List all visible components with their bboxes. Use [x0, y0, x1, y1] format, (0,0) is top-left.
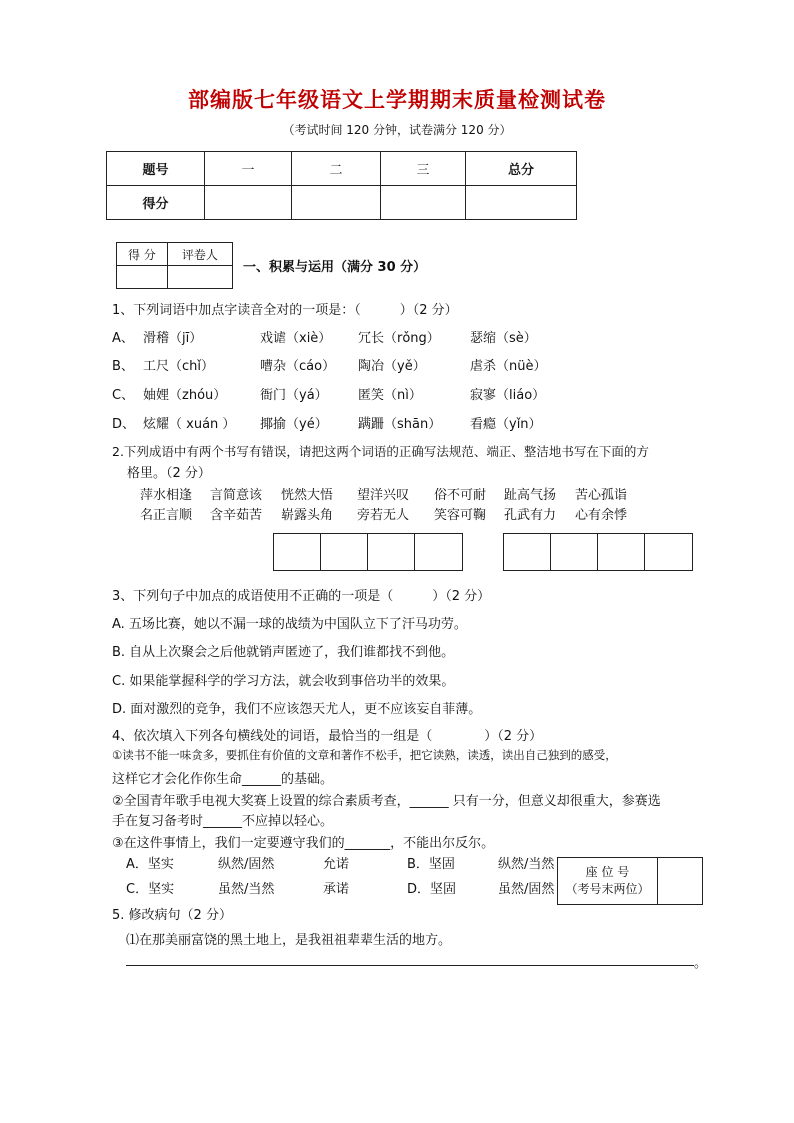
q5-stem: 5. 修改病句（2 分）: [112, 908, 232, 923]
option-label: D、: [112, 417, 136, 432]
score-row-label: 得分: [107, 186, 205, 220]
q4-option-a-word: 允诺: [323, 857, 350, 872]
option-word: 寂寥（liáo）: [470, 388, 546, 403]
idiom: 萍水相逢: [140, 488, 193, 503]
q2-stem: 2.下列成语中有两个书写有错误，请把这两个词语的正确写法规范、端正、整洁地书写在下面的方: [112, 444, 649, 459]
q4-option-c-word: 虽然/当然: [218, 882, 275, 897]
q4-sentence-1-cont: 这样它才会化作你生命______的基础。: [112, 772, 334, 787]
seat-label-title: 座 位 号: [585, 865, 630, 879]
grader-score-cell[interactable]: [117, 266, 168, 289]
option-word: 衙门（yá）: [260, 388, 328, 403]
idiom: 旁若无人: [357, 508, 410, 523]
score-header-cell: 一: [205, 152, 292, 186]
q3-option-a: A. 五场比赛，她以不漏一球的战绩为中国队立下了汗马功劳。: [112, 617, 467, 632]
option-word: 嘈杂（cáo）: [260, 359, 336, 374]
answer-cell[interactable]: [415, 534, 462, 570]
option-word: 陶冶（yě）: [358, 359, 426, 374]
q3-option-b: B. 自从上次聚会之后他就销声匿迹了，我们谁都找不到他。: [112, 645, 455, 660]
option-word: 炫耀（ xuán ）: [143, 417, 236, 432]
q2-stem-cont: 格里。（2 分）: [127, 466, 211, 481]
idiom: 苦心孤诣: [575, 488, 628, 503]
option-word: 工尺（chǐ）: [143, 359, 214, 374]
option-word: 瑟缩（sè）: [470, 331, 537, 346]
idiom: 心有余悸: [575, 508, 628, 523]
grader-name-label: 评卷人: [167, 243, 232, 266]
q3-option-c: C. 如果能掌握科学的学习方法，就会收到事倍功半的效果。: [112, 674, 455, 689]
idiom: 名正言顺: [140, 508, 193, 523]
answer-cell[interactable]: [368, 534, 415, 570]
q4-option-c: C．坚实: [126, 882, 175, 897]
q5-sentence-1: ⑴在那美丽富饶的黑土地上，是我祖祖辈辈生活的地方。: [126, 933, 452, 948]
answer-line[interactable]: [126, 965, 694, 966]
q4-sentence-3: ③在这件事情上，我们一定要遵守我们的_______，不能出尔反尔。: [112, 836, 495, 851]
seat-label-hint: （考号末两位）: [565, 882, 650, 896]
answer-cell[interactable]: [645, 534, 692, 570]
answer-cell[interactable]: [598, 534, 645, 570]
idiom: 崭露头角: [281, 508, 334, 523]
answer-cell[interactable]: [274, 534, 321, 570]
q1-stem: 1、下列词语中加点字读音全对的一项是：（ ）（2 分）: [112, 303, 458, 318]
section-heading: 一、积累与运用（满分 30 分）: [243, 260, 427, 275]
answer-line-end: 。: [694, 956, 708, 971]
q4-option-a-word: 纵然/固然: [218, 857, 275, 872]
q4-option-d-word: 虽然/固然: [498, 882, 555, 897]
option-word: 看瘾（yǐn）: [470, 417, 542, 432]
idiom: 笑容可鞠: [434, 508, 487, 523]
idiom: 孔武有力: [504, 508, 557, 523]
idiom: 言简意该: [210, 488, 263, 503]
grader-box: [116, 242, 233, 289]
score-header-cell: 总分: [466, 152, 577, 186]
q4-option-b-word: 纵然/当然: [498, 857, 555, 872]
score-table: [106, 151, 577, 220]
q4-sentence-2: ②全国青年歌手电视大奖赛上设置的综合素质考查，______ 只有一分，但意义却很重大，参赛选: [112, 794, 661, 809]
score-header-cell: 二: [292, 152, 381, 186]
q4-option-b: B．坚固: [407, 857, 455, 872]
q4-option-d: D．坚固: [407, 882, 457, 897]
option-word: 虐杀（nüè）: [470, 359, 547, 374]
answer-grid-2: [503, 533, 693, 571]
score-cell[interactable]: [466, 186, 577, 220]
grader-name-cell[interactable]: [167, 266, 232, 289]
option-word: 揶揄（yé）: [260, 417, 328, 432]
option-label: A、: [112, 331, 134, 346]
score-cell[interactable]: [205, 186, 292, 220]
score-cell[interactable]: [292, 186, 381, 220]
idiom: 含辛茹苦: [210, 508, 263, 523]
q3-stem: 3、下列句子中加点的成语使用不正确的一项是（ ）（2 分）: [112, 589, 491, 604]
option-word: 妯娌（zhóu）: [143, 388, 227, 403]
option-label: C、: [112, 388, 135, 403]
seat-number-cell[interactable]: [658, 858, 703, 905]
seat-number-box: [557, 857, 703, 905]
option-word: 滑稽（jī）: [143, 331, 203, 346]
option-word: 戏谑（xiè）: [260, 331, 332, 346]
q4-option-c-word: 承诺: [323, 882, 350, 897]
idiom: 俗不可耐: [434, 488, 487, 503]
idiom: 望洋兴叹: [357, 488, 410, 503]
idiom: 趾高气扬: [504, 488, 557, 503]
score-cell[interactable]: [381, 186, 466, 220]
answer-cell[interactable]: [321, 534, 368, 570]
option-word: 匿笑（nì）: [358, 388, 422, 403]
page-title: 部编版七年级语文上学期期末质量检测试卷: [188, 87, 606, 112]
q4-option-a: A．坚实: [126, 857, 174, 872]
score-header-cell: 三: [381, 152, 466, 186]
grader-score-label: 得 分: [117, 243, 168, 266]
q4-stem: 4、依次填入下列各句横线处的词语，最恰当的一组是（ ）（2 分）: [112, 729, 543, 744]
answer-cell[interactable]: [504, 534, 551, 570]
option-word: 冗长（rǒng）: [358, 331, 440, 346]
seat-label: [558, 858, 658, 905]
q4-sentence-2-cont: 手在复习备考时______不应掉以轻心。: [112, 814, 334, 829]
answer-cell[interactable]: [551, 534, 598, 570]
score-header-cell: 题号: [107, 152, 205, 186]
idiom: 恍然大悟: [281, 488, 334, 503]
q4-sentence-1: ①读书不能一味贪多，要抓住有价值的文章和著作不松手，把它读熟，读透，读出自己独到的感受，: [112, 748, 617, 762]
option-label: B、: [112, 359, 134, 374]
answer-grid-1: [273, 533, 463, 571]
option-word: 蹒跚（shān）: [358, 417, 442, 432]
q3-option-d: D. 面对激烈的竞争，我们不应该怨天尤人，更不应该妄自菲薄。: [112, 702, 482, 717]
exam-info: （考试时间 120 分钟，试卷满分 120 分）: [282, 123, 512, 137]
